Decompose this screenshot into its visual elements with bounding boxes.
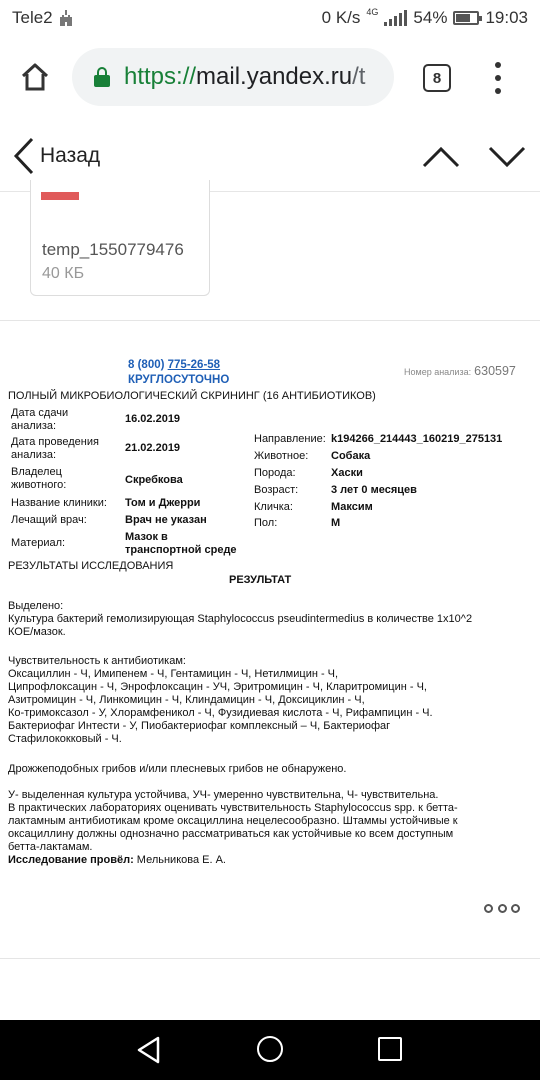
- date-submit-value: 16.02.2019: [125, 413, 181, 425]
- address-bar[interactable]: [72, 48, 394, 106]
- animal-label: Животное:: [254, 450, 309, 462]
- hours-label: КРУГЛОСУТОЧНО: [128, 374, 230, 386]
- isolated-block: Выделено: Культура бактерий гемолизирующая Staphylococcus pseudintermedius в количестве 1х10^2 КОЕ/мазок.: [8, 600, 473, 638]
- nav-back-icon[interactable]: [136, 1036, 162, 1064]
- date-done-label: Дата проведения анализа:: [11, 436, 99, 461]
- battery-icon: [453, 11, 479, 25]
- more-menu-icon[interactable]: [486, 62, 510, 94]
- material-label: Материал:: [11, 537, 66, 549]
- lock-icon: [94, 67, 110, 87]
- network-speed: 0 K/s: [321, 8, 361, 27]
- back-button[interactable]: [10, 134, 100, 178]
- sex-label: Пол:: [254, 517, 278, 529]
- nav-home-icon[interactable]: [257, 1036, 283, 1062]
- divider: [0, 320, 540, 321]
- nickname-value: Максим: [331, 501, 373, 513]
- signal-icon: [384, 10, 407, 26]
- url-text: https://mail.yandex.ru/t: [124, 63, 366, 90]
- breed-label: Порода:: [254, 467, 296, 479]
- age-value: 3 лет 0 месяцев: [331, 484, 417, 496]
- carrier-label: Tele2: [12, 8, 53, 27]
- lab-report: [0, 350, 540, 880]
- tab-switcher-button[interactable]: 8: [423, 64, 451, 92]
- animal-value: Собака: [331, 450, 371, 462]
- attachment-name: temp_1550779476: [42, 240, 184, 259]
- clinic-value: Том и Джерри: [125, 497, 201, 509]
- attachment-card[interactable]: [30, 180, 210, 296]
- home-icon: [20, 62, 50, 92]
- divider: [0, 958, 540, 959]
- breed-value: Хаски: [331, 467, 363, 479]
- phone-line: 8 (800) 775-26-58: [128, 359, 221, 371]
- status-bar: [0, 0, 540, 36]
- direction-label: Направление:: [254, 433, 326, 445]
- chevron-down-icon[interactable]: [486, 136, 528, 176]
- back-label: Назад: [40, 144, 101, 167]
- home-button[interactable]: [14, 56, 56, 98]
- browser-toolbar: [0, 36, 540, 120]
- date-done-value: 21.02.2019: [125, 442, 181, 454]
- castle-icon: [59, 10, 73, 26]
- network-type: 4G: [366, 7, 379, 17]
- direction-value: k194266_214443_160219_275131: [331, 433, 503, 445]
- chevron-left-icon: [10, 136, 36, 176]
- phone-link[interactable]: 775-26-58: [167, 359, 221, 371]
- nickname-label: Кличка:: [254, 501, 293, 513]
- result-label: РЕЗУЛЬТАТ: [229, 574, 292, 586]
- analysis-number: Номер анализа: 630597: [404, 364, 516, 378]
- clock: 19:03: [485, 8, 528, 27]
- material-value: Мазок в транспортной среде: [125, 531, 237, 556]
- doctor-value: Врач не указан: [125, 514, 207, 526]
- attachment-size: 40 КБ: [42, 265, 85, 282]
- nav-recent-apps-icon[interactable]: [378, 1037, 402, 1061]
- more-options-icon[interactable]: [484, 904, 520, 914]
- age-label: Возраст:: [254, 484, 299, 496]
- system-nav-bar: [0, 1020, 540, 1080]
- owner-label: Владелец животного:: [11, 466, 67, 491]
- fungi-line: Дрожжеподобных грибов и/или плесневых грибов не обнаружено.: [8, 763, 347, 775]
- report-title: ПОЛНЫЙ МИКРОБИОЛОГИЧЕСКИЙ СКРИНИНГ (16 АНТИБИОТИКОВ): [8, 390, 376, 402]
- notes-block: У- выделенная культура устойчива, УЧ- умеренно чувствительна, Ч- чувствительна. В практических лабораториях оценивать чувствительность Staphylococcus spp. к бетта- лактамным антибиотикам кроме оксациллина нецелесообразно. Штаммы устойчивые к оксациллину должны однозначно рассматриваться как устойчивые ко всем доступным бетта-лактамам. Исследование провёл: Мельникова Е. А.: [8, 789, 528, 867]
- pdf-file-icon: [41, 192, 79, 200]
- clinic-label: Название клиники:: [11, 497, 107, 509]
- doctor-label: Лечащий врач:: [11, 514, 87, 526]
- date-submit-label: Дата сдачи анализа:: [11, 407, 69, 432]
- sensitivity-block: Чувствительность к антибиотикам: Оксациллин - Ч, Имипенем - Ч, Гентамицин - Ч, Нетилмицин - Ч, Ципрофлоксацин - Ч, Энрофлоксацин - УЧ, Эритромицин - Ч, Кларитромицин - Ч, Азитромицин - Ч, Линкомицин - Ч, Клиндамицин - Ч, Доксициклин - Ч, Ко-тримоксазол - У, Хлорамфеникол - Ч, Фузидиевая кислота - Ч, Рифампицин - Ч. Бактериофаг Интести - У, Пиобактериофаг комплексный – Ч, Бактериофаг Стафилококковый - Ч.: [8, 655, 433, 745]
- battery-percent: 54%: [413, 8, 448, 27]
- results-header: РЕЗУЛЬТАТЫ ИССЛЕДОВАНИЯ: [8, 560, 174, 572]
- chevron-up-icon[interactable]: [420, 136, 462, 176]
- researcher-line: Исследование провёл: Мельникова Е. А.: [8, 854, 226, 866]
- owner-value: Скребкова: [125, 474, 183, 486]
- sex-value: М: [331, 517, 341, 529]
